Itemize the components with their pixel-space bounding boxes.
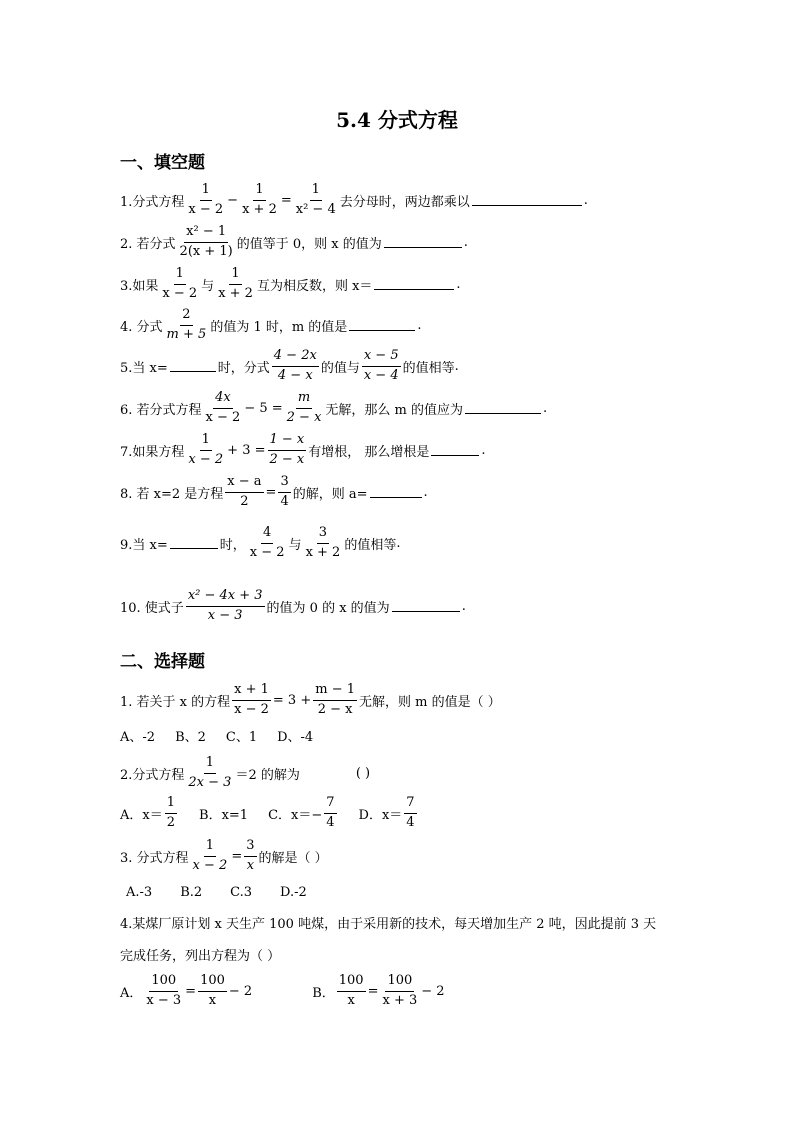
choice-options-1 xyxy=(120,718,333,752)
fraction: $\frac{1}{\text{x² − 4}}$ xyxy=(295,181,336,217)
answer-blank[interactable] xyxy=(465,413,541,414)
fraction: $\frac{1}{x - 2}$ xyxy=(188,431,224,467)
answer-blank[interactable] xyxy=(384,247,462,248)
answer-blank[interactable] xyxy=(170,371,216,372)
fraction: $\frac{1}{x - 2}$ xyxy=(192,837,228,873)
option-b[interactable]: B、2 xyxy=(175,729,206,745)
fraction: $\frac{3}{x + 2}$ xyxy=(305,524,341,560)
option-a[interactable]: A．x＝ $\frac{1}{2}$ xyxy=(120,794,176,830)
choice-options-3 xyxy=(126,875,335,909)
choice-question-4-line1: 4.某煤厂原计划 x 天生产 100 吨煤，由于采用新的技术，每天增加生产 2 吨，因此提前 3 天 xyxy=(120,916,657,932)
fill-question-7: 7.如果方程 $\frac{1}{x - 2}$ + 3 = $\frac{1 - x}{2 - x}$ 有增根， 那么增根是 . xyxy=(120,431,486,467)
fraction: $\frac{m - 1}{2 - x}$ xyxy=(315,681,355,717)
fill-question-10: 10. 使式子 $\frac{\text{x² − 4x + 3}}{x - 3}$ 的值为 0 的 x 的值为 . xyxy=(120,587,466,623)
answer-blank[interactable] xyxy=(370,497,422,498)
fraction: $\frac{1}{2x - 3}$ xyxy=(188,754,232,790)
option-a[interactable]: A.-3 xyxy=(126,884,153,900)
page-title: 5.4 分式方程 xyxy=(336,108,458,132)
answer-blank[interactable] xyxy=(431,455,479,456)
answer-blank[interactable] xyxy=(349,330,415,331)
answer-blank[interactable] xyxy=(374,289,454,290)
fraction: $\frac{3}{4}$ xyxy=(280,473,289,509)
fill-question-8: 8. 若 x=2 是方程 $\frac{x - a}{2}$ = $\frac{3}{4}$ 的解，则 a= . xyxy=(120,473,428,509)
answer-blank[interactable] xyxy=(472,205,582,206)
fraction: $\frac{4 - 2x}{4 - x}$ xyxy=(273,347,317,383)
option-c[interactable]: C、1 xyxy=(225,729,258,745)
option-b[interactable]: B． $\frac{100}{x}$ = $\frac{100}{x + 3}$ − 2 xyxy=(312,972,445,1008)
option-d[interactable]: D.-2 xyxy=(280,884,307,900)
option-d[interactable]: D．x＝ $\frac{7}{4}$ xyxy=(358,794,415,830)
option-a[interactable]: A、-2 xyxy=(120,729,156,745)
option-a[interactable]: A． $\frac{100}{x - 3}$ = $\frac{100}{x}$ − 2 xyxy=(120,972,253,1008)
section-multiple-choice: 二、选择题 xyxy=(120,652,205,672)
fraction: $\frac{1}{x - 2}$ xyxy=(188,181,224,217)
fill-question-1: 1.分式方程 $\frac{1}{x - 2}$ − $\frac{1}{x + 2}$ = $\frac{1}{\text{x² − 4}}$ 去分母时，两边都乘以 . xyxy=(120,181,588,217)
fraction: $\frac{3}{x}$ xyxy=(246,837,255,873)
fraction: $\frac{100}{x + 3}$ xyxy=(382,972,418,1008)
fraction: $\frac{100}{x - 3}$ xyxy=(146,972,182,1008)
fraction: $\frac{x - 5}{x - 4}$ xyxy=(363,347,399,383)
fill-question-9: 9.当 x= 时， $\frac{4}{x - 2}$ 与 $\frac{3}{x + 2}$ 的值相等 . xyxy=(120,524,401,560)
option-c[interactable]: C.3 xyxy=(230,884,253,900)
fill-question-2: 2. 若分式 $\frac{\text{x² − 1}}{2(x + 1)}$ 的值等于 0，则 x 的值为 . xyxy=(120,223,468,259)
fill-question-5: 5.当 x= 时，分式 $\frac{4 - 2x}{4 - x}$ 的值与 $\frac{x - 5}{x - 4}$ 的值相等 . xyxy=(120,347,459,383)
fraction: $\frac{\text{x² − 4x + 3}}{x - 3}$ xyxy=(187,587,263,623)
choice-question-3: 3. 分式方程 $\frac{1}{x - 2}$ = $\frac{3}{x}$ 的解是（ ） xyxy=(120,837,328,873)
choice-question-4-line2: 完成任务，列出方程为（ ） xyxy=(120,948,281,964)
fraction: $\frac{2}{m + 5}$ xyxy=(166,306,207,342)
fill-question-3: 3.如果 $\frac{1}{x - 2}$ 与 $\frac{1}{x + 2}$ 互为相反数，则 x＝ . xyxy=(120,265,461,301)
fraction: $\frac{100}{x}$ xyxy=(200,972,225,1008)
fraction: $\frac{m}{2 - x}$ xyxy=(286,389,322,425)
option-b[interactable]: B．x=1 xyxy=(199,807,249,823)
fraction: $\frac{4x}{x - 2}$ xyxy=(205,389,241,425)
option-c[interactable]: C．x＝− $\frac{7}{4}$ xyxy=(268,794,335,830)
answer-blank[interactable] xyxy=(170,548,218,549)
fraction: $\frac{100}{x}$ xyxy=(338,972,364,1008)
choice-options-4 xyxy=(120,971,465,1011)
fraction: $\frac{1}{2}$ xyxy=(166,794,176,830)
option-b[interactable]: B.2 xyxy=(180,884,203,900)
choice-question-2: 2.分式方程 $\frac{1}{2x - 3}$ ＝2 的解为 ( ) xyxy=(120,754,371,790)
answer-blank[interactable] xyxy=(392,611,460,612)
fraction: $\frac{7}{4}$ xyxy=(326,794,335,830)
fraction: $\frac{1 - x}{2 - x}$ xyxy=(269,431,305,467)
option-d[interactable]: D、-4 xyxy=(277,729,314,745)
section-fill-blank: 一、填空题 xyxy=(120,153,205,173)
fill-question-6: 6. 若分式方程 $\frac{4x}{x - 2}$ − 5 = $\frac{m}{2 - x}$ 无解，那么 m 的值应为 . xyxy=(120,389,548,425)
fill-question-4: 4. 分式 $\frac{2}{m + 5}$ 的值为 1 时，m 的值是 . xyxy=(120,306,422,342)
choice-question-1: 1. 若关于 x 的方程 $\frac{x + 1}{x - 2}$ = 3 + $\frac{m - 1}{2 - x}$ 无解，则 m 的值是（ ） xyxy=(120,681,501,717)
fraction: $\frac{x - a}{2}$ xyxy=(227,473,262,509)
fraction: $\frac{1}{x - 2}$ xyxy=(162,265,198,301)
fraction: $\frac{4}{x - 2}$ xyxy=(249,524,285,560)
fraction: $\frac{x + 1}{x - 2}$ xyxy=(234,681,269,717)
fraction: $\frac{1}{x + 2}$ xyxy=(242,181,277,217)
fraction: $\frac{1}{x + 2}$ xyxy=(218,265,253,301)
fraction: $\frac{7}{4}$ xyxy=(406,794,415,830)
choice-options-2 xyxy=(120,793,439,833)
fraction: $\frac{\text{x² − 1}}{2(x + 1)}$ xyxy=(179,223,233,259)
